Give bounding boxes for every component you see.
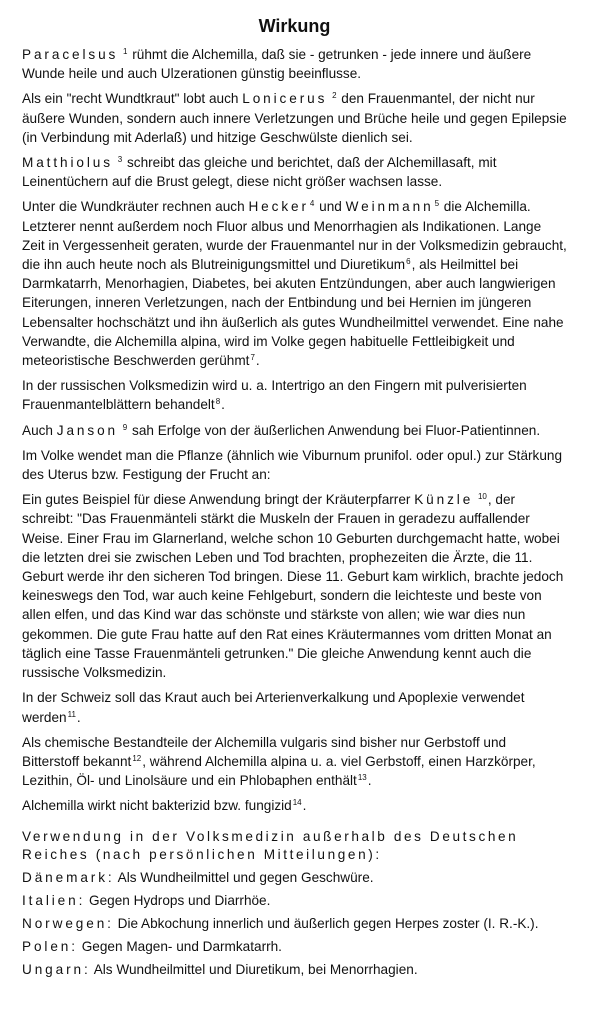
paragraph-text: Als chemische Bestandteile der Alchemilla vulgaris sind bisher nur Gerbstoff und Bitterstoff bekannt: [22, 734, 507, 769]
footnote-ref: 14: [292, 798, 302, 808]
author-name: Paracelsus: [22, 47, 119, 62]
author-name: Lonicerus: [242, 91, 328, 107]
country-item-polen: [22, 937, 567, 956]
paragraph-text: In der russischen Volksmedizin wird u. a. Intertrigo an den Fingern mit pulverisierten Frauenmantelblättern behandelt: [22, 378, 527, 413]
section-heading: Verwendung in der Volksmedizin außerhalb des Deutschen Reiches (nach persönlichen Mitteilungen):: [22, 828, 519, 862]
country-name: Italien:: [22, 892, 86, 908]
country-text: Gegen Magen- und Darmkatarrh.: [81, 938, 282, 954]
country-item-ungarn: [22, 960, 567, 979]
paragraph-matthiolus: [22, 153, 567, 191]
paragraph-text: .: [76, 709, 81, 725]
author-name: Künzle: [414, 492, 474, 508]
footnote-ref: 8: [215, 397, 221, 407]
paragraph-text: Alchemilla wirkt nicht bakterizid bzw. fungizid: [22, 798, 292, 814]
country-name: Dänemark:: [22, 869, 115, 885]
country-name: Polen:: [22, 938, 78, 954]
country-item-italien: [22, 891, 567, 910]
paragraph-text: Auch: [22, 422, 53, 438]
paragraph-text: die Alchemilla. Letzterer nennt außerdem noch Fluor albus und Menorrhagien als Indikationen. Lange Zeit in Vergessenheit geraten, wurde der Frauenmantel nur in der Volksmedizin gebraucht, die ihn auch heute noch als Blutreinigungsmittel und Diuretikum: [22, 199, 567, 273]
country-text: Als Wundheilmittel und gegen Geschwüre.: [117, 869, 374, 885]
author-name: Matthiolus: [22, 155, 113, 171]
country-text: Gegen Hydrops und Diarrhöe.: [89, 892, 271, 908]
paragraph-janson: [22, 421, 567, 440]
paragraph-text: schreibt das gleiche und berichtet, daß der Alchemillasaft, mit Leinentüchern auf die Brust gelegt, diese nicht größer wachsen lasse.: [22, 155, 497, 190]
paragraph-text: , als Heilmittel bei Darmkatarrh, Menorhagien, Diabetes, bei akuten Entzündungen, aber auch langwierigen Eiterungen, inneren Verletzungen, nach der Entbindung und bei Hernien im jüngeren Lebensalter hochschätzt und ihn äußerlich als gutes Wundheilmittel verwendet. Eine nahe Verwandte, die Alchemilla alpina, wird im Volke gegen habituelle Fettleibigkeit und meteoristische Beschwerden gerühmt: [22, 257, 564, 369]
footnote-ref: 6: [406, 257, 411, 267]
paragraph-text: und: [319, 199, 342, 215]
paragraph-text: In der Schweiz soll das Kraut auch bei Arterienverkalkung und Apoplexie verwendet werden: [22, 690, 525, 725]
author-name: Hecker: [248, 199, 309, 215]
country-name: Ungarn:: [22, 961, 91, 977]
paragraph-text: .: [367, 773, 372, 789]
footnote-ref: 4: [309, 199, 315, 209]
page-title: Wirkung: [258, 16, 331, 36]
paragraph-text: Als ein "recht Wundtkraut" lobt auch: [22, 91, 239, 107]
footnote-ref: 13: [357, 773, 367, 783]
paragraph-kuenzle: [22, 490, 567, 682]
paragraph-lonicerus: [22, 89, 567, 147]
paragraph-text: rühmt die Alchemilla, daß sie - getrunken - jede innere und äußere Wunde heile und auch Ulzerationen günstig beeinflusse.: [22, 47, 532, 82]
paragraph-text: Im Volke wendet man die Pflanze (ähnlich wie Viburnum prunifol. oder opul.) zur Stärkung des Uterus bzw. Festigung der Frucht an:: [22, 447, 563, 483]
author-name: Weinmann: [345, 199, 434, 215]
paragraph-bakterizid: [22, 796, 567, 815]
country-text: Als Wundheilmittel und Diuretikum, bei Menorrhagien.: [93, 961, 418, 977]
footnote-ref: 3: [117, 155, 123, 165]
footnote-ref: 5: [434, 199, 440, 209]
paragraph-text: Unter die Wundkräuter rechnen auch: [22, 199, 245, 215]
footnote-ref: 1: [123, 47, 128, 56]
paragraph-text: den Frauenmantel, der nicht nur äußere Wunden, sondern auch innere Verletzungen und Brüche heile und gegen Epilepsie (in Verbindung mit Aderlaß) und hitzige Geschwülste dienlich sei.: [22, 91, 567, 145]
country-name: Norwegen:: [22, 915, 114, 931]
paragraph-schweiz: [22, 688, 567, 726]
footnote-ref: 7: [250, 353, 255, 363]
footnote-ref: 9: [122, 422, 128, 432]
country-text: Die Abkochung innerlich und äußerlich gegen Herpes zoster (I. R.-K.).: [117, 915, 539, 931]
country-item-daenemark: [22, 868, 567, 887]
paragraph-text: Ein gutes Beispiel für diese Anwendung bringt der Kräuterpfarrer: [22, 492, 411, 508]
paragraph-wundkraeuter: [22, 197, 567, 370]
paragraph-russian-medicine: [22, 376, 567, 414]
footnote-ref: 10: [477, 492, 487, 502]
paragraph-text: .: [302, 798, 307, 814]
country-item-norwegen: [22, 914, 567, 933]
footnote-ref: 2: [332, 91, 337, 101]
paragraph-text: .: [255, 353, 260, 369]
paragraph-text: , der schreibt: "Das Frauenmänteli stärkt die Muskeln der Frauen in geradezu auffallender Weise. Einer Frau im Glarnerland, welche schon 10 Geburten durchgemacht hatte, wobei die letzten drei sie zwischen Leben und Tod brachten, prophezeiten die Ärzte, die 11. Geburt werde ihr den sicheren Tod bringen. Diese 11. Geburt kam wirklich, brachte jedoch keineswegs den Tod, war auch keine Fehlgeburt, sondern die leichteste und beste von allen elfen, und das Kind war das schönste und stärkste von allen; wie war dies nun gekommen. Die gute Frau hatte auf den Rat eines Kräutermannes vom dritten Monat an täglich eine Tasse Frauenmänteli getrunken." Die gleiche Anwendung kennt auch die russische Volksmedizin.: [22, 492, 564, 681]
paragraph-text: , während Alchemilla alpina u. a. viel Gerbstoff, einen Harzkörper, Lezithin, Öl- und Linolsäure und ein Phlobaphen enthält: [22, 753, 536, 789]
footnote-ref: 12: [132, 753, 142, 763]
paragraph-paracelsus: [22, 45, 567, 83]
author-name: Janson: [56, 422, 119, 438]
paragraph-text: sah Erfolge von der äußerlichen Anwendung bei Fluor-Patientinnen.: [132, 422, 541, 438]
footnote-ref: 11: [67, 709, 76, 719]
paragraph-bestandteile: [22, 733, 567, 791]
paragraph-uterus: [22, 446, 567, 484]
paragraph-text: .: [221, 397, 225, 413]
